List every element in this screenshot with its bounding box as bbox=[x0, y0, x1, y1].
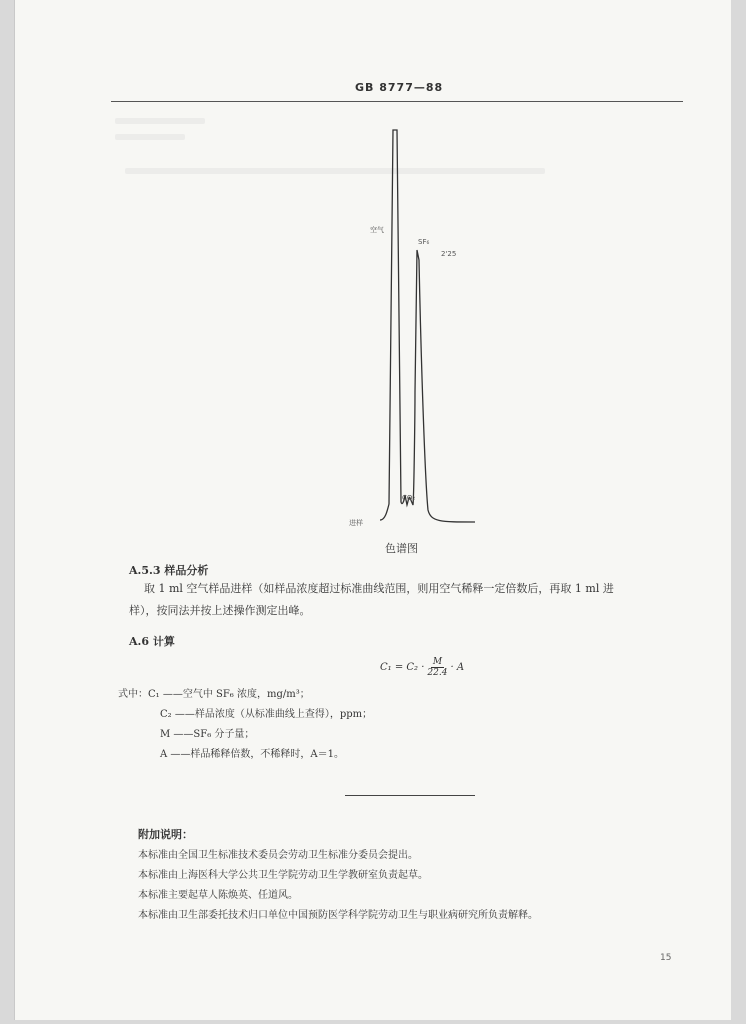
formula-lhs: C₁ = C₂ · bbox=[380, 662, 425, 673]
formula-definitions bbox=[118, 685, 372, 765]
note-line: 本标准由上海医科大学公共卫生学院劳动卫生学教研室负责起草。 bbox=[138, 870, 428, 881]
section-heading-a53: A.5.3 样品分析 bbox=[129, 564, 209, 577]
page-number: 15 bbox=[660, 953, 672, 963]
additional-notes bbox=[138, 846, 538, 926]
show-through-mark bbox=[115, 134, 185, 140]
note-line: 本标准由全国卫生标准技术委员会劳动卫生标准分委员会提出。 bbox=[138, 850, 418, 861]
paragraph-line: 样），按同法并按上述操作测定出峰。 bbox=[129, 604, 311, 617]
definition-item: A ——样品稀释倍数，不稀释时，A＝1。 bbox=[160, 749, 344, 760]
header-rule bbox=[111, 101, 683, 102]
concentration-formula bbox=[380, 657, 464, 678]
formula-denominator: 22.4 bbox=[427, 668, 448, 678]
definition-item: 式中：C₁ ——空气中 SF₆ 浓度，mg/m³； bbox=[118, 689, 310, 700]
paragraph-line: 取 1 ml 空气样品进样（如样品浓度超过标准曲线范围，则用空气稀释一定倍数后，再取 1 ml 进 bbox=[144, 582, 614, 595]
note-line: 本标准主要起草人陈焕英、任道风。 bbox=[138, 890, 298, 901]
definition-item: C₂ ——样品浓度（从标准曲线上查得），ppm； bbox=[160, 709, 373, 720]
document-page bbox=[14, 0, 731, 1020]
section-a53-body bbox=[129, 578, 614, 622]
injection-label: 进样 bbox=[349, 519, 363, 527]
section-heading-a6: A.6 计算 bbox=[129, 635, 175, 648]
peak-label-sf6: SF₆ bbox=[418, 238, 430, 246]
standard-number-header: GB 8777—88 bbox=[355, 81, 444, 94]
additional-notes-title: 附加说明： bbox=[138, 828, 193, 841]
figure-caption: 色谱图 bbox=[385, 542, 418, 555]
chromatogram-figure bbox=[345, 110, 485, 540]
peak-label-air: 空气 bbox=[370, 226, 384, 234]
formula-numerator: M bbox=[432, 657, 443, 667]
note-line: 本标准由卫生部委托技术归口单位中国预防医学科学院劳动卫生与职业病研究所负责解释。 bbox=[138, 910, 538, 921]
formula-rhs: · A bbox=[450, 662, 465, 673]
end-of-standard-rule bbox=[345, 795, 475, 796]
retention-time-label: 2'25 bbox=[441, 250, 457, 258]
chromatogram-trace bbox=[380, 130, 475, 522]
formula-fraction bbox=[427, 657, 447, 678]
show-through-mark bbox=[115, 118, 205, 124]
definition-item: M ——SF₆ 分子量； bbox=[160, 729, 255, 740]
peak-label-co2: CO₂ bbox=[402, 494, 416, 502]
